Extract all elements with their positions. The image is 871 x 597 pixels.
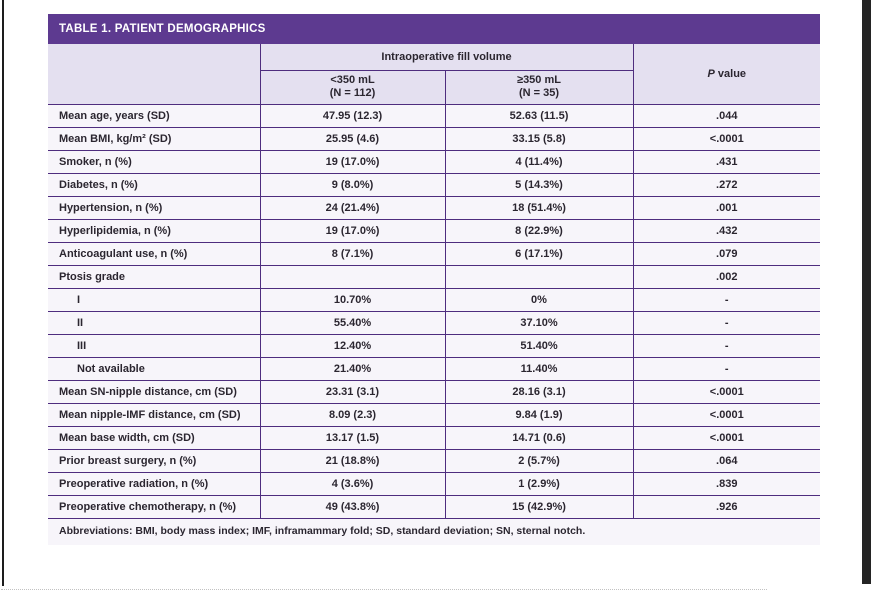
- row-label-cell: Preoperative radiation, n (%): [48, 472, 260, 495]
- table-row: [48, 173, 820, 196]
- value-cell-lt350: 25.95 (4.6): [260, 127, 445, 150]
- value-cell-lt350: 13.17 (1.5): [260, 426, 445, 449]
- value-cell-ge350: 5 (14.3%): [445, 173, 633, 196]
- value-cell-lt350: 23.31 (3.1): [260, 380, 445, 403]
- p-value-cell: <.0001: [633, 426, 820, 449]
- page-bottom-rule: [1, 589, 767, 590]
- row-label-cell: Prior breast surgery, n (%): [48, 449, 260, 472]
- value-cell-lt350: 4 (3.6%): [260, 472, 445, 495]
- value-cell-ge350: 51.40%: [445, 334, 633, 357]
- row-label-cell: Hyperlipidemia, n (%): [48, 219, 260, 242]
- p-value-cell: -: [633, 288, 820, 311]
- value-cell-ge350: 14.71 (0.6): [445, 426, 633, 449]
- table-row: [48, 127, 820, 150]
- p-value-cell: .272: [633, 173, 820, 196]
- table-row: [48, 242, 820, 265]
- header-col-ge350: [445, 70, 633, 104]
- table-title: TABLE 1. PATIENT DEMOGRAPHICS: [48, 14, 820, 44]
- pvalue-rest: value: [714, 67, 747, 80]
- row-label-cell: II: [48, 311, 260, 334]
- row-label-cell: I: [48, 288, 260, 311]
- value-cell-lt350: 24 (21.4%): [260, 196, 445, 219]
- row-label-cell: Ptosis grade: [48, 265, 260, 288]
- value-cell-ge350: 11.40%: [445, 357, 633, 380]
- table-row: [48, 449, 820, 472]
- value-cell-lt350: 8 (7.1%): [260, 242, 445, 265]
- abbreviations-footnote: Abbreviations: BMI, body mass index; IMF, inframammary fold; SD, standard deviation; SN, sternal notch.: [48, 519, 820, 545]
- row-label-cell: Hypertension, n (%): [48, 196, 260, 219]
- demographics-table: [48, 14, 820, 545]
- value-cell-ge350: 52.63 (11.5): [445, 104, 633, 127]
- value-cell-lt350: 9 (8.0%): [260, 173, 445, 196]
- col-ge350-n: (N = 35): [518, 86, 560, 99]
- value-cell-lt350: [260, 265, 445, 288]
- table-row: [48, 288, 820, 311]
- row-label-cell: Preoperative chemotherapy, n (%): [48, 495, 260, 518]
- value-cell-ge350: 33.15 (5.8): [445, 127, 633, 150]
- table-row: [48, 357, 820, 380]
- row-label-cell: Mean BMI, kg/m² (SD): [48, 127, 260, 150]
- table-row: [48, 265, 820, 288]
- p-value-cell: .079: [633, 242, 820, 265]
- table-row: [48, 104, 820, 127]
- value-cell-ge350: [445, 265, 633, 288]
- row-label-cell: Mean age, years (SD): [48, 104, 260, 127]
- value-cell-lt350: 19 (17.0%): [260, 150, 445, 173]
- value-cell-lt350: 49 (43.8%): [260, 495, 445, 518]
- value-cell-ge350: 4 (11.4%): [445, 150, 633, 173]
- p-value-cell: -: [633, 311, 820, 334]
- value-cell-lt350: 55.40%: [260, 311, 445, 334]
- p-value-cell: .001: [633, 196, 820, 219]
- p-value-cell: <.0001: [633, 127, 820, 150]
- pvalue-italic-p: P: [707, 67, 715, 80]
- p-value-cell: .064: [633, 449, 820, 472]
- value-cell-lt350: 8.09 (2.3): [260, 403, 445, 426]
- data-table: [48, 44, 820, 519]
- row-label-cell: Mean SN-nipple distance, cm (SD): [48, 380, 260, 403]
- p-value-cell: <.0001: [633, 403, 820, 426]
- p-value-cell: -: [633, 334, 820, 357]
- value-cell-ge350: 28.16 (3.1): [445, 380, 633, 403]
- table-row: [48, 403, 820, 426]
- table-row: [48, 219, 820, 242]
- value-cell-ge350: 9.84 (1.9): [445, 403, 633, 426]
- table-row: [48, 472, 820, 495]
- value-cell-lt350: 12.40%: [260, 334, 445, 357]
- p-value-cell: <.0001: [633, 380, 820, 403]
- p-value-cell: .926: [633, 495, 820, 518]
- value-cell-ge350: 37.10%: [445, 311, 633, 334]
- p-value-cell: .044: [633, 104, 820, 127]
- row-label-cell: Not available: [48, 357, 260, 380]
- col-ge350-label: ≥350 mL: [517, 73, 561, 86]
- header-group-cell: Intraoperative fill volume: [260, 44, 633, 70]
- value-cell-ge350: 6 (17.1%): [445, 242, 633, 265]
- value-cell-ge350: 2 (5.7%): [445, 449, 633, 472]
- p-value-cell: .431: [633, 150, 820, 173]
- value-cell-lt350: 21.40%: [260, 357, 445, 380]
- p-value-cell: .002: [633, 265, 820, 288]
- row-label-cell: Smoker, n (%): [48, 150, 260, 173]
- col-lt350-label: <350 mL: [330, 73, 375, 86]
- table-row: [48, 495, 820, 518]
- row-label-cell: III: [48, 334, 260, 357]
- header-row-group: [48, 44, 820, 70]
- table-row: [48, 380, 820, 403]
- p-value-cell: -: [633, 357, 820, 380]
- row-label-cell: Diabetes, n (%): [48, 173, 260, 196]
- value-cell-lt350: 10.70%: [260, 288, 445, 311]
- table-header: [48, 44, 820, 104]
- row-label-cell: Mean nipple-IMF distance, cm (SD): [48, 403, 260, 426]
- value-cell-ge350: 1 (2.9%): [445, 472, 633, 495]
- table-row: [48, 150, 820, 173]
- row-label-cell: Mean base width, cm (SD): [48, 426, 260, 449]
- value-cell-ge350: 18 (51.4%): [445, 196, 633, 219]
- table-row: [48, 426, 820, 449]
- scan-edge-right: [862, 0, 871, 584]
- table-row: [48, 311, 820, 334]
- p-value-cell: .432: [633, 219, 820, 242]
- p-value-cell: .839: [633, 472, 820, 495]
- value-cell-lt350: 21 (18.8%): [260, 449, 445, 472]
- table-row: [48, 196, 820, 219]
- value-cell-ge350: 8 (22.9%): [445, 219, 633, 242]
- header-pvalue-cell: [633, 44, 820, 104]
- value-cell-lt350: 19 (17.0%): [260, 219, 445, 242]
- col-lt350-n: (N = 112): [329, 86, 376, 99]
- scan-edge-left: [2, 0, 4, 586]
- header-corner-cell: [48, 44, 260, 104]
- table-row: [48, 334, 820, 357]
- value-cell-ge350: 15 (42.9%): [445, 495, 633, 518]
- header-col-lt350: [260, 70, 445, 104]
- table-body: [48, 104, 820, 518]
- value-cell-lt350: 47.95 (12.3): [260, 104, 445, 127]
- value-cell-ge350: 0%: [445, 288, 633, 311]
- row-label-cell: Anticoagulant use, n (%): [48, 242, 260, 265]
